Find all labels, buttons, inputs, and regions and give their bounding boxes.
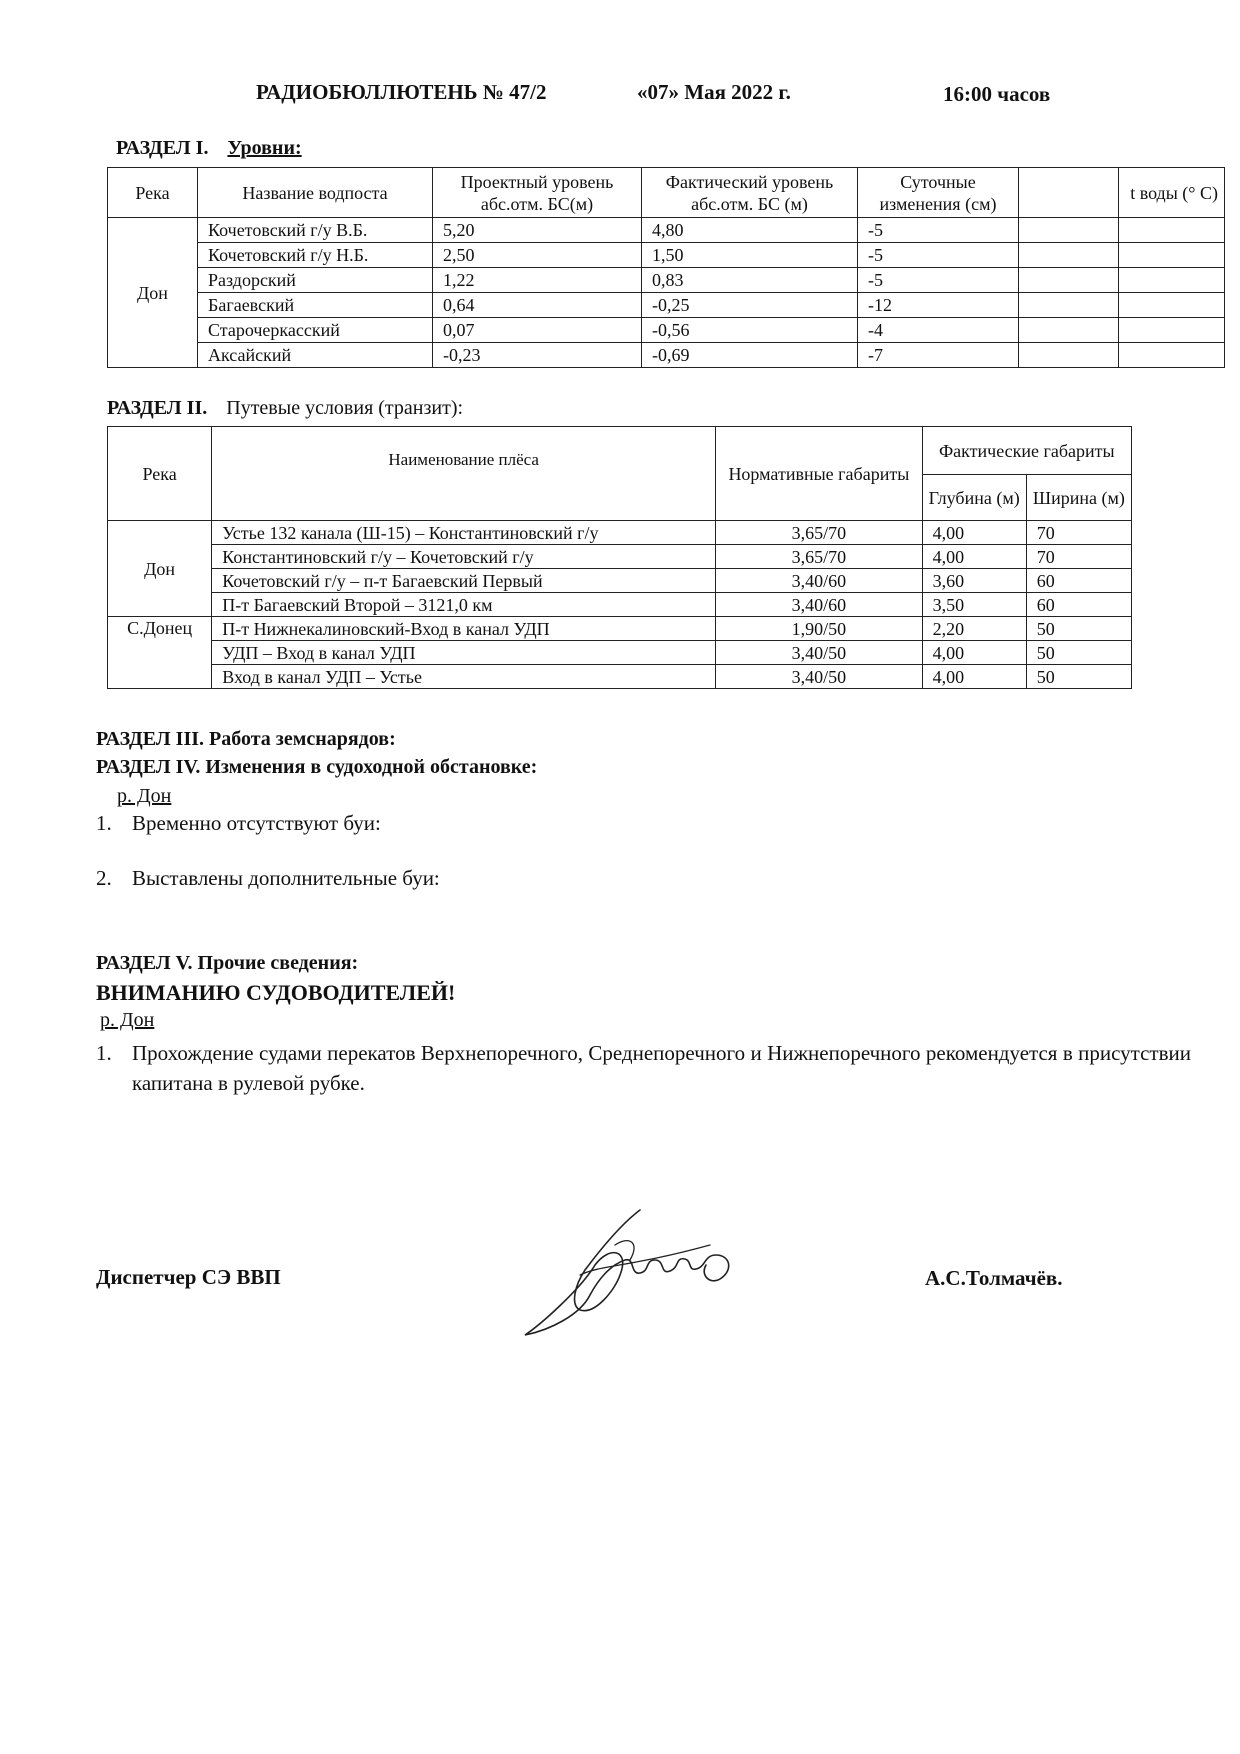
blank-cell bbox=[1019, 343, 1119, 368]
daily-change: -12 bbox=[858, 293, 1019, 318]
normative-dims: 3,40/60 bbox=[716, 569, 922, 593]
col-river: Река bbox=[108, 427, 212, 521]
water-temp bbox=[1119, 343, 1225, 368]
table-row bbox=[108, 617, 1132, 641]
normative-dims: 1,90/50 bbox=[716, 617, 922, 641]
signer-name: А.С.Толмачёв. bbox=[925, 1266, 1063, 1290]
transit-table bbox=[107, 426, 1132, 689]
daily-change: -7 bbox=[858, 343, 1019, 368]
blank-cell bbox=[1019, 318, 1119, 343]
actual-width: 60 bbox=[1026, 593, 1131, 617]
river-cell: Дон bbox=[108, 218, 198, 368]
bulletin-date: «07» Мая 2022 г. bbox=[637, 80, 791, 104]
river-cell: Дон bbox=[108, 521, 212, 617]
actual-depth: 4,00 bbox=[922, 545, 1026, 569]
water-temp bbox=[1119, 318, 1225, 343]
actual-depth: 3,60 bbox=[922, 569, 1026, 593]
daily-change: -5 bbox=[858, 243, 1019, 268]
bulletin-time: 16:00 часов bbox=[943, 82, 1051, 106]
daily-change: -4 bbox=[858, 318, 1019, 343]
blank-cell bbox=[1019, 268, 1119, 293]
list-item bbox=[96, 811, 796, 841]
section5-river: р. Дон bbox=[100, 1009, 155, 1031]
actual-width: 70 bbox=[1026, 521, 1131, 545]
reach-name: П-т Нижнекалиновский-Вход в канал УДП bbox=[212, 617, 716, 641]
reach-name: Устье 132 канала (Ш-15) – Константиновский г/у bbox=[212, 521, 716, 545]
blank-cell bbox=[1019, 218, 1119, 243]
actual-width: 50 bbox=[1026, 665, 1131, 689]
item-text: Прохождение судами перекатов Верхнепоречного, Среднепоречного и Нижнепоречного рекомендуется в присутствии капитана в рулевой рубке. bbox=[132, 1041, 1191, 1095]
table-row bbox=[108, 545, 1132, 569]
table-row bbox=[108, 641, 1132, 665]
attention-heading: ВНИМАНИЮ СУДОВОДИТЕЛЕЙ! bbox=[96, 980, 456, 1005]
post-name: Старочеркасский bbox=[198, 318, 433, 343]
col-post-name: Название водпоста bbox=[198, 168, 433, 218]
normative-dims: 3,65/70 bbox=[716, 521, 922, 545]
post-name: Багаевский bbox=[198, 293, 433, 318]
table-row bbox=[108, 318, 1225, 343]
section1-heading bbox=[116, 137, 302, 160]
water-temp bbox=[1119, 218, 1225, 243]
actual-width: 50 bbox=[1026, 641, 1131, 665]
actual-depth: 4,00 bbox=[922, 641, 1026, 665]
blank-cell bbox=[1019, 243, 1119, 268]
item-number: 2. bbox=[96, 866, 112, 890]
water-temp bbox=[1119, 293, 1225, 318]
actual-width: 70 bbox=[1026, 545, 1131, 569]
reach-name: Кочетовский г/у – п-т Багаевский Первый bbox=[212, 569, 716, 593]
actual-width: 50 bbox=[1026, 617, 1131, 641]
water-temp bbox=[1119, 243, 1225, 268]
section5-heading: РАЗДЕЛ V. Прочие сведения: bbox=[96, 952, 359, 974]
actual-depth: 4,00 bbox=[922, 521, 1026, 545]
signature-image bbox=[520, 1205, 750, 1345]
bulletin-title: РАДИОБЮЛЛЮТЕНЬ № 47/2 bbox=[256, 80, 547, 104]
table-row bbox=[108, 268, 1225, 293]
section1-title: Уровни: bbox=[227, 137, 302, 159]
col-width: Ширина (м) bbox=[1026, 475, 1131, 521]
normative-dims: 3,40/50 bbox=[716, 641, 922, 665]
section4-heading: РАЗДЕЛ IV. Изменения в судоходной обстановке: bbox=[96, 756, 538, 778]
col-normative: Нормативные габариты bbox=[716, 427, 922, 521]
col-blank bbox=[1019, 168, 1119, 218]
col-depth: Глубина (м) bbox=[922, 475, 1026, 521]
list-item bbox=[96, 1038, 1191, 1098]
section2-title: Путевые условия (транзит): bbox=[226, 397, 464, 419]
col-daily-change: Суточные изменения (см) bbox=[858, 168, 1019, 218]
actual-depth: 4,00 bbox=[922, 665, 1026, 689]
col-actual-level: Фактический уровень абс.отм. БС (м) bbox=[642, 168, 858, 218]
reach-name: П-т Багаевский Второй – 3121,0 км bbox=[212, 593, 716, 617]
water-temp bbox=[1119, 268, 1225, 293]
table-row bbox=[108, 218, 1225, 243]
daily-change: -5 bbox=[858, 218, 1019, 243]
col-water-temp: t воды (° С) bbox=[1119, 168, 1225, 218]
section1-label: РАЗДЕЛ I. bbox=[116, 137, 209, 159]
project-level: 0,64 bbox=[433, 293, 642, 318]
post-name: Аксайский bbox=[198, 343, 433, 368]
actual-level: 1,50 bbox=[642, 243, 858, 268]
project-level: 0,07 bbox=[433, 318, 642, 343]
reach-name: Вход в канал УДП – Устье bbox=[212, 665, 716, 689]
col-project-level: Проектный уровень абс.отм. БС(м) bbox=[433, 168, 642, 218]
normative-dims: 3,40/50 bbox=[716, 665, 922, 689]
item-number: 1. bbox=[96, 1041, 112, 1065]
river-cell: С.Донец bbox=[108, 617, 212, 689]
actual-depth: 3,50 bbox=[922, 593, 1026, 617]
list-item bbox=[96, 866, 796, 896]
signer-role: Диспетчер СЭ ВВП bbox=[96, 1265, 281, 1289]
actual-level: -0,56 bbox=[642, 318, 858, 343]
post-name: Раздорский bbox=[198, 268, 433, 293]
daily-change: -5 bbox=[858, 268, 1019, 293]
item-text: Временно отсутствуют буи: bbox=[132, 811, 381, 835]
table-row bbox=[108, 569, 1132, 593]
levels-table-header bbox=[108, 168, 1225, 218]
actual-level: 0,83 bbox=[642, 268, 858, 293]
project-level: 2,50 bbox=[433, 243, 642, 268]
item-number: 1. bbox=[96, 811, 112, 835]
actual-level: -0,25 bbox=[642, 293, 858, 318]
levels-table bbox=[107, 167, 1225, 368]
blank-cell bbox=[1019, 293, 1119, 318]
actual-width: 60 bbox=[1026, 569, 1131, 593]
normative-dims: 3,65/70 bbox=[716, 545, 922, 569]
reach-name: Константиновский г/у – Кочетовский г/у bbox=[212, 545, 716, 569]
table-row bbox=[108, 665, 1132, 689]
col-river: Река bbox=[108, 168, 198, 218]
col-reach: Наименование плёса bbox=[212, 427, 716, 521]
section3-heading: РАЗДЕЛ III. Работа земснарядов: bbox=[96, 728, 396, 750]
item-text: Выставлены дополнительные буи: bbox=[132, 866, 440, 890]
table-row bbox=[108, 343, 1225, 368]
project-level: 1,22 bbox=[433, 268, 642, 293]
normative-dims: 3,40/60 bbox=[716, 593, 922, 617]
table-row bbox=[108, 293, 1225, 318]
actual-level: -0,69 bbox=[642, 343, 858, 368]
section4-river: р. Дон bbox=[117, 785, 172, 807]
transit-header-row bbox=[108, 427, 1132, 475]
post-name: Кочетовский г/у Н.Б. bbox=[198, 243, 433, 268]
section2-label: РАЗДЕЛ II. bbox=[107, 397, 208, 419]
post-name: Кочетовский г/у В.Б. bbox=[198, 218, 433, 243]
table-row bbox=[108, 593, 1132, 617]
project-level: 5,20 bbox=[433, 218, 642, 243]
actual-level: 4,80 bbox=[642, 218, 858, 243]
section2-heading bbox=[107, 397, 463, 420]
table-row bbox=[108, 521, 1132, 545]
reach-name: УДП – Вход в канал УДП bbox=[212, 641, 716, 665]
table-row bbox=[108, 243, 1225, 268]
project-level: -0,23 bbox=[433, 343, 642, 368]
actual-depth: 2,20 bbox=[922, 617, 1026, 641]
col-actual-dims: Фактические габариты bbox=[922, 427, 1131, 475]
